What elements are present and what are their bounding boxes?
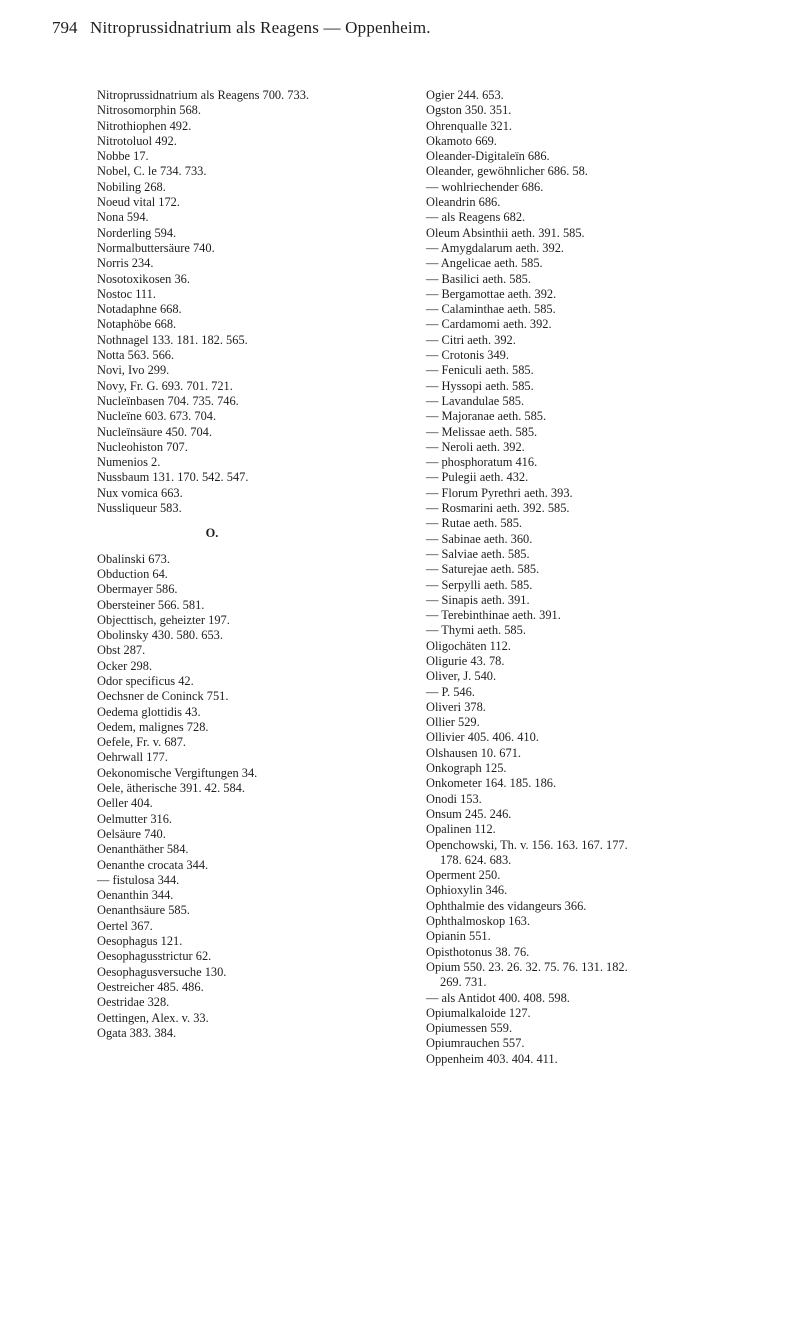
index-entry: — Florum Pyrethri aeth. 393. <box>426 485 573 500</box>
index-entry: Nucleïne 603. 673. 704. <box>97 409 217 424</box>
index-entry: Onkometer 164. 185. 186. <box>426 776 557 791</box>
index-entry: — Angelicae aeth. 585. <box>426 256 543 271</box>
index-entry: — Rutae aeth. 585. <box>426 516 523 531</box>
index-entry: Obermayer 586. <box>97 582 178 597</box>
index-entry: Nucleïnsäure 450. 704. <box>97 424 212 439</box>
index-entry: Nitrosomorphin 568. <box>97 103 201 118</box>
index-entry: Oefele, Fr. v. 687. <box>97 735 187 750</box>
index-entry: Obduction 64. <box>97 566 168 581</box>
index-entry: Oenanthäther 584. <box>97 842 189 857</box>
index-entry: Nussliqueur 583. <box>97 501 182 516</box>
index-entry: Numenios 2. <box>97 455 161 470</box>
index-entry: Nobbe 17. <box>97 149 149 164</box>
index-entry: Ocker 298. <box>97 658 153 673</box>
index-entry: Oesophagusversuche 130. <box>97 964 227 979</box>
running-head <box>52 17 752 39</box>
index-entry: Oleander-Digitaleïn 686. <box>426 149 550 164</box>
index-entry: Ollivier 405. 406. 410. <box>426 730 539 745</box>
index-entry: Obolinsky 430. 580. 653. <box>97 628 223 643</box>
index-entry: Norderling 594. <box>97 225 177 240</box>
index-entry: Ogston 350. 351. <box>426 103 512 118</box>
index-entry: — Melissae aeth. 585. <box>426 424 538 439</box>
index-entry: — Salviae aeth. 585. <box>426 546 530 561</box>
index-entry: Ophthalmoskop 163. <box>426 914 530 929</box>
index-entry: Obersteiner 566. 581. <box>97 597 205 612</box>
index-entry: — Citri aeth. 392. <box>426 332 516 347</box>
index-entry: Oestridae 328. <box>97 995 170 1010</box>
index-entry: Opium 550. 23. 26. 32. 75. 76. 131. 182. <box>426 959 628 974</box>
index-entry: Oliveri 378. <box>426 699 486 714</box>
index-entry: Oekonomische Vergiftungen 34. <box>97 765 258 780</box>
index-entry: Novi, Ivo 299. <box>97 363 170 378</box>
index-entry: — Sinapis aeth. 391. <box>426 592 530 607</box>
index-entry: Oestreicher 485. 486. <box>97 979 204 994</box>
index-entry: Oleander, gewöhnlicher 686. 58. <box>426 164 588 179</box>
index-entry: — Pulegii aeth. 432. <box>426 470 529 485</box>
index-entry: Oettingen, Alex. v. 33. <box>97 1010 209 1025</box>
index-entry: — Hyssopi aeth. 585. <box>426 378 534 393</box>
index-column-right <box>426 88 756 1067</box>
index-entry: Operment 250. <box>426 868 501 883</box>
index-entry: Oedem, malignes 728. <box>97 719 209 734</box>
index-entry: Ogier 244. 653. <box>426 88 504 102</box>
index-entry: Opalinen 112. <box>426 822 496 837</box>
entries-group-n <box>97 88 397 516</box>
index-entry: Nothnagel 133. 181. 182. 565. <box>97 332 248 347</box>
index-entry: Nucleïnbasen 704. 735. 746. <box>97 393 239 408</box>
index-entry: Oeller 404. <box>97 796 153 811</box>
index-entry: Okamoto 669. <box>426 133 497 148</box>
index-entry: — Bergamottae aeth. 392. <box>426 286 557 301</box>
index-entry: 269. 731. <box>440 975 487 990</box>
index-entry: Oliver, J. 540. <box>426 669 497 684</box>
index-entry: — Crotonis 349. <box>426 348 509 363</box>
index-entry: Oesophagusstrictur 62. <box>97 949 212 964</box>
index-entry: Ohrenqualle 321. <box>426 118 513 133</box>
index-entry: Nostoc 111. <box>97 286 156 301</box>
index-entry: — Feniculi aeth. 585. <box>426 363 534 378</box>
index-entry: — P. 546. <box>426 684 475 699</box>
index-entry: — fistulosa 344. <box>97 872 180 887</box>
index-entry: Oele, ätherische 391. 42. 584. <box>97 781 245 796</box>
index-entry: Oelsäure 740. <box>97 826 166 841</box>
index-entry: — Terebinthinae aeth. 391. <box>426 608 561 623</box>
index-entry: Ogata 383. 384. <box>97 1025 177 1040</box>
index-entry: — als Antidot 400. 408. 598. <box>426 990 570 1005</box>
index-entry: Olshausen 10. 671. <box>426 745 521 760</box>
index-entry: Notaphöbe 668. <box>97 317 177 332</box>
index-entry: — als Reagens 682. <box>426 210 526 225</box>
index-entry: Obalinski 673. <box>97 551 170 566</box>
index-entry: — Basilici aeth. 585. <box>426 271 531 286</box>
index-entry: Oehrwall 177. <box>97 750 168 765</box>
index-entry: — Lavandulae 585. <box>426 393 525 408</box>
index-entry: Opianin 551. <box>426 929 491 944</box>
index-entry: Nosotoxikosen 36. <box>97 271 190 286</box>
index-entry: Oleum Absinthii aeth. 391. 585. <box>426 225 585 240</box>
index-entry: — wohlriechender 686. <box>426 179 544 194</box>
index-entry: Nux vomica 663. <box>97 485 183 500</box>
index-entry: Obst 287. <box>97 643 146 658</box>
index-entry: Ophioxylin 346. <box>426 883 508 898</box>
index-entry: — Amygdalarum aeth. 392. <box>426 240 564 255</box>
index-entry: Opiumessen 559. <box>426 1021 513 1036</box>
index-entry: — Thymi aeth. 585. <box>426 623 526 638</box>
index-entry: Nitroprussidnatrium als Reagens 700. 733. <box>97 88 309 102</box>
index-entry: Oenanthsäure 585. <box>97 903 190 918</box>
section-letter-o: O. <box>205 526 219 541</box>
index-entry: Oechsner de Coninck 751. <box>97 689 229 704</box>
index-entry: Oligurie 43. 78. <box>426 653 505 668</box>
index-entry: Oleandrin 686. <box>426 195 501 210</box>
index-entry: Nitrothiophen 492. <box>97 118 192 133</box>
index-entry: Oligochäten 112. <box>426 638 511 653</box>
index-entry: Normalbuttersäure 740. <box>97 240 215 255</box>
index-entry: Opiumalkaloide 127. <box>426 1005 531 1020</box>
index-entry: — Majoranae aeth. 585. <box>426 409 547 424</box>
running-head-title: Nitroprussidnatrium als Reagens — Oppenheim. <box>90 18 431 37</box>
index-entry: — Neroli aeth. 392. <box>426 439 525 454</box>
index-entry: — Serpylli aeth. 585. <box>426 577 533 592</box>
index-entry: Oedema glottidis 43. <box>97 704 201 719</box>
index-entry: Onkograph 125. <box>426 761 507 776</box>
index-entry: Notta 563. 566. <box>97 348 175 363</box>
index-entry: Nobiling 268. <box>97 179 166 194</box>
index-entry: Opiumrauchen 557. <box>426 1036 525 1051</box>
index-entry: Oesophagus 121. <box>97 934 183 949</box>
index-entry: Oelmutter 316. <box>97 811 173 826</box>
index-entry: Ophthalmie des vidangeurs 366. <box>426 898 587 913</box>
index-entry: Oenanthe crocata 344. <box>97 857 209 872</box>
index-entry: Onodi 153. <box>426 791 482 806</box>
index-entry: Nucleohiston 707. <box>97 439 188 454</box>
index-entry: 178. 624. 683. <box>440 852 512 867</box>
index-entry: Oppenheim 403. 404. 411. <box>426 1051 558 1066</box>
index-entry: Objecttisch, geheizter 197. <box>97 612 230 627</box>
page-number: 794 <box>52 18 78 37</box>
index-entry: Nobel, C. le 734. 733. <box>97 164 207 179</box>
index-entry: Notadaphne 668. <box>97 302 182 317</box>
index-entry: Norris 234. <box>97 256 154 271</box>
index-entry: Ollier 529. <box>426 715 480 730</box>
index-entry: — Calaminthae aeth. 585. <box>426 302 556 317</box>
index-entry: Nona 594. <box>97 210 149 225</box>
index-entry: Openchowski, Th. v. 156. 163. 167. 177. <box>426 837 628 852</box>
entries-group-o <box>97 552 397 1042</box>
index-entry: Nussbaum 131. 170. 542. 547. <box>97 470 249 485</box>
index-entry: Novy, Fr. G. 693. 701. 721. <box>97 378 233 393</box>
index-entry: — Sabinae aeth. 360. <box>426 531 533 546</box>
index-entry: Opisthotonus 38. 76. <box>426 944 530 959</box>
index-entry: — Cardamomi aeth. 392. <box>426 317 552 332</box>
index-entry: Oertel 367. <box>97 918 153 933</box>
index-entry: — phosphoratum 416. <box>426 455 538 470</box>
index-column-left <box>97 88 397 1041</box>
index-entry: Odor specificus 42. <box>97 673 194 688</box>
index-entry: — Saturejae aeth. 585. <box>426 562 540 577</box>
index-entry: — Rosmarini aeth. 392. 585. <box>426 501 570 516</box>
index-entry: Oenanthin 344. <box>97 888 174 903</box>
index-entry: Onsum 245. 246. <box>426 806 512 821</box>
index-entry: Nitrotoluol 492. <box>97 133 177 148</box>
index-entry: Noeud vital 172. <box>97 195 180 210</box>
